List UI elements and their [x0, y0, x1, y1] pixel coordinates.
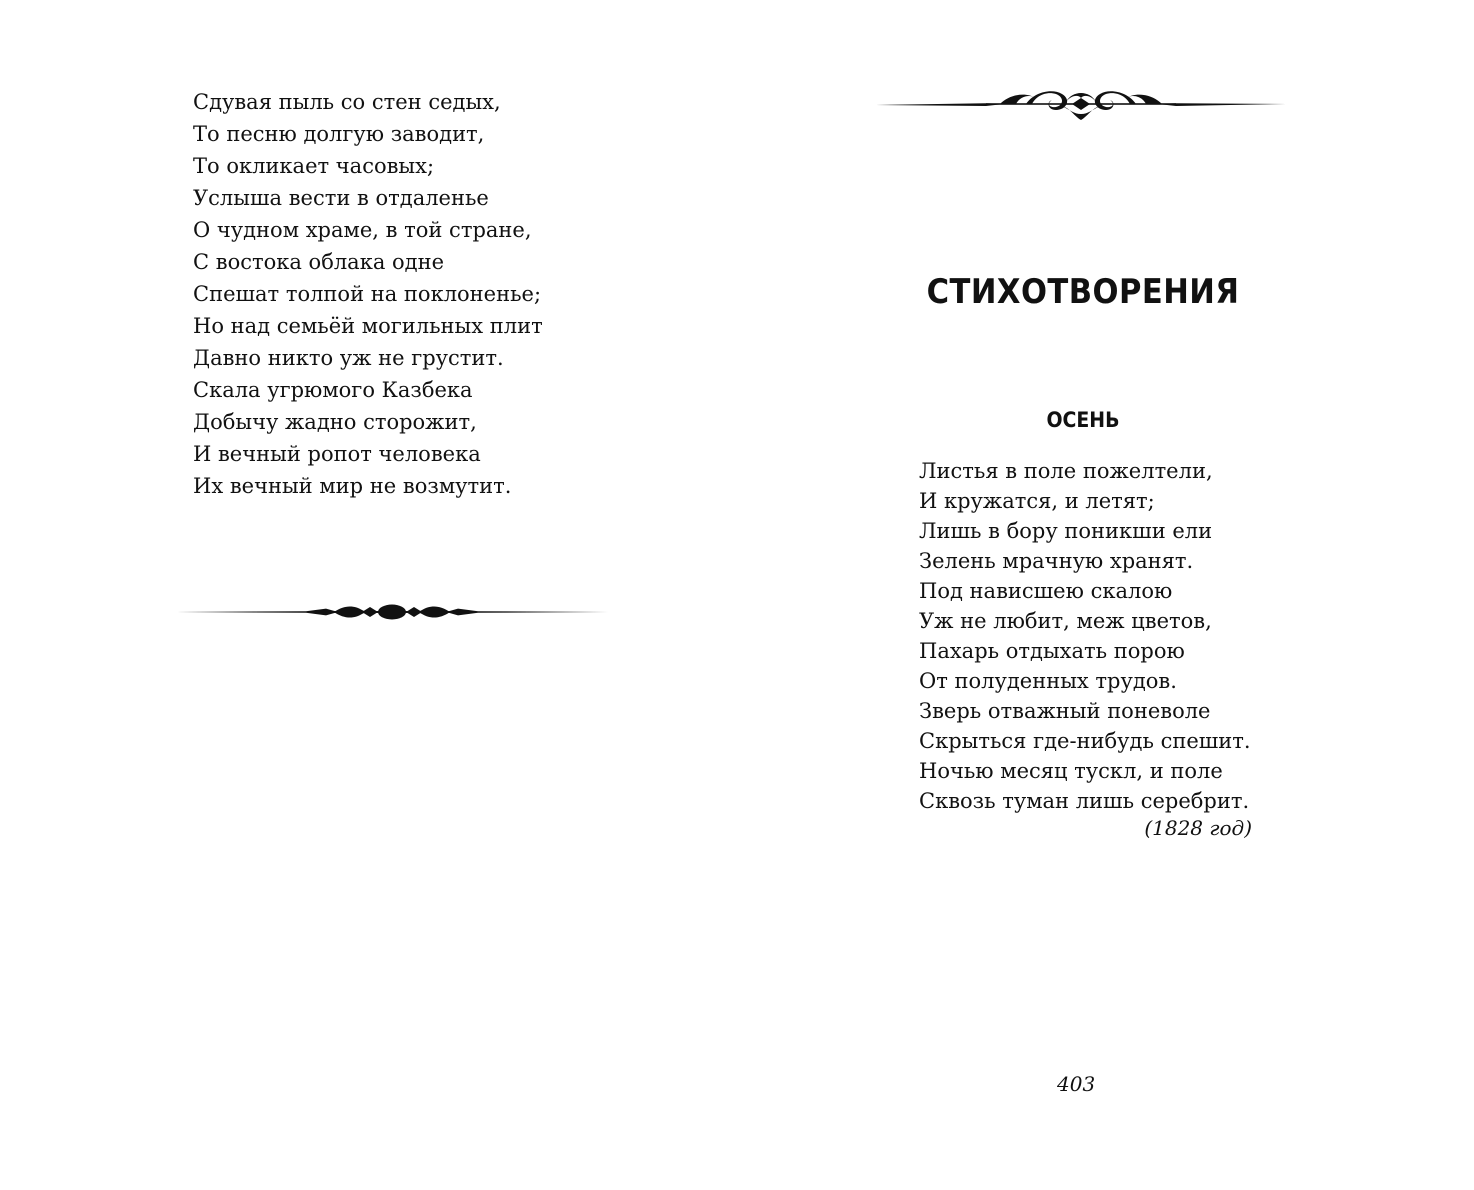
- poem-line: С востока облака одне: [193, 250, 445, 274]
- left-poem-text: [193, 86, 543, 502]
- poem-line: Лишь в бору поникши ели: [919, 519, 1213, 543]
- poem-line: Листья в поле пожелтели,: [919, 459, 1213, 483]
- poem-line: Зверь отважный поневоле: [919, 699, 1211, 723]
- poem-line: Их вечный мир не возмутит.: [193, 474, 512, 498]
- poem-line: И кружатся, и летят;: [919, 489, 1155, 513]
- poem-line: Спешат толпой на поклоненье;: [193, 282, 542, 306]
- poem-line: То песню долгую заводит,: [193, 122, 485, 146]
- header-flourish-ornament: [876, 80, 1286, 128]
- poem-line: Добычу жадно сторожит,: [193, 410, 477, 434]
- poem-line: От полуденных трудов.: [919, 669, 1177, 693]
- poem-line: Услыша вести в отдаленье: [193, 186, 489, 210]
- poem-line: Под нависшею скалою: [919, 579, 1173, 603]
- poem-line: Скрыться где-нибудь спешит.: [919, 729, 1251, 753]
- poem-line: И вечный ропот человека: [193, 442, 481, 466]
- poem-line: То окликает часовых;: [193, 154, 435, 178]
- poem-line: Давно никто уж не грустит.: [193, 346, 504, 370]
- poem-line: Скала угрюмого Казбека: [193, 378, 473, 402]
- poem-line: Но над семьёй могильных плит: [193, 314, 543, 338]
- poem-line: Сдувая пыль со стен седых,: [193, 90, 501, 114]
- poem-line: Уж не любит, меж цветов,: [919, 609, 1212, 633]
- poem-line: Зелень мрачную хранят.: [919, 549, 1194, 573]
- poem-title: ОСЕНЬ: [1046, 408, 1120, 432]
- poem-line: Ночью месяц тускл, и поле: [919, 759, 1223, 783]
- poem-line: Пахарь отдыхать порою: [919, 639, 1185, 663]
- section-title: СТИХОТВОРЕНИЯ: [926, 272, 1240, 312]
- page-number: 403: [1057, 1072, 1096, 1096]
- right-page: [737, 0, 1474, 1190]
- right-poem-text: [919, 456, 1251, 816]
- poem-line: Сквозь туман лишь серебрит.: [919, 789, 1250, 813]
- poem-line: О чудном храме, в той стране,: [193, 218, 532, 242]
- poem-date: (1828 год): [1144, 816, 1252, 840]
- end-flourish-ornament: [176, 596, 608, 628]
